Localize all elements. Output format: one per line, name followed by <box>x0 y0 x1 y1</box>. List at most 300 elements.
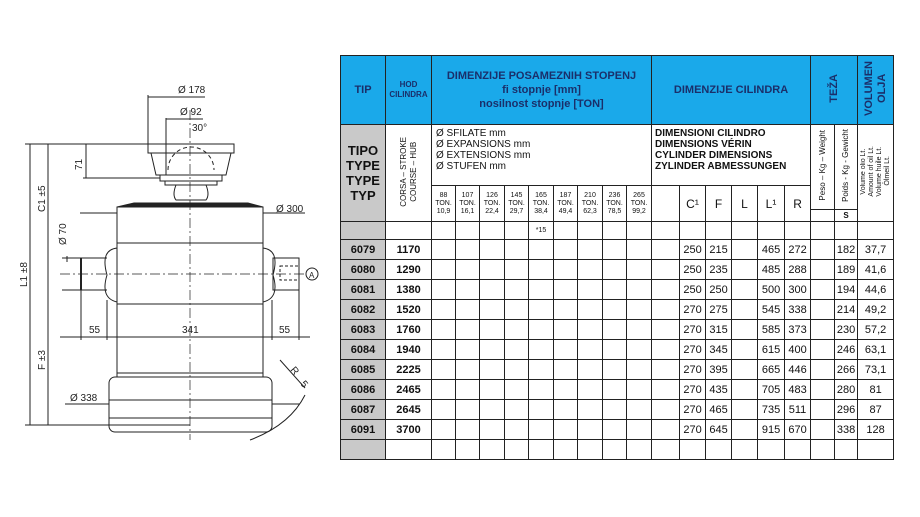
cell-l1: 465 <box>758 240 785 260</box>
blank-cell <box>652 280 680 300</box>
stage-dot <box>529 380 554 400</box>
cell-volume: 49,2 <box>858 300 894 320</box>
cell-stroke: 1940 <box>386 340 432 360</box>
label-71: 71 <box>74 158 85 170</box>
stage-ton: 78,5 <box>607 207 622 215</box>
cell-r: 373 <box>785 320 811 340</box>
cell-r: 338 <box>785 300 811 320</box>
stage-ton: 16,1 <box>460 207 475 215</box>
blank-cell <box>811 380 835 400</box>
stroke-blank <box>386 222 432 240</box>
cell-l1: 665 <box>758 360 785 380</box>
label-341: 341 <box>182 325 199 336</box>
stage-d: 107 <box>461 191 474 199</box>
label-right-55: 55 <box>279 325 291 336</box>
stage-dot <box>578 300 603 320</box>
cell-l1: 585 <box>758 320 785 340</box>
stage-dot <box>505 320 529 340</box>
stage-ton: 99,2 <box>632 207 646 215</box>
stage-dot <box>578 420 603 440</box>
cell-volume: 57,2 <box>858 320 894 340</box>
blank-cell <box>785 440 811 460</box>
cell-volume: 41,6 <box>858 260 894 280</box>
blank-cell <box>505 440 529 460</box>
cell-tip: 6083 <box>341 320 386 340</box>
stage-dot <box>529 280 554 300</box>
stage-dot <box>529 400 554 420</box>
stage-dot <box>505 380 529 400</box>
stage-dot <box>627 380 652 400</box>
header-stroke: CORSA – STROKE COURSE – HUB <box>398 136 418 207</box>
cell-r: 272 <box>785 240 811 260</box>
cell-stroke: 1760 <box>386 320 432 340</box>
stage-dot <box>627 360 652 380</box>
stage-empty <box>456 320 480 340</box>
cell-f: 215 <box>706 240 732 260</box>
cell-l <box>732 300 758 320</box>
stage-unit: TON. <box>630 199 648 207</box>
blank-cell <box>680 222 706 240</box>
cell-l1: 735 <box>758 400 785 420</box>
cell-stroke: 2465 <box>386 380 432 400</box>
blank-cell <box>386 440 432 460</box>
stage-dot <box>554 420 578 440</box>
blank-cell <box>758 222 785 240</box>
blank-cell <box>456 440 480 460</box>
cell-l1: 545 <box>758 300 785 320</box>
stage-dot <box>578 240 603 260</box>
cell-stroke: 1170 <box>386 240 432 260</box>
stage-unit: TON. <box>532 199 550 207</box>
cell-volume: 81 <box>858 380 894 400</box>
label-r: R <box>287 364 301 378</box>
stage-d: 236 <box>608 191 621 199</box>
cell-tip: 6084 <box>341 340 386 360</box>
stage-empty <box>456 340 480 360</box>
stage-dot <box>505 240 529 260</box>
stage-dot <box>627 280 652 300</box>
stage-header <box>627 186 652 222</box>
blank-cell <box>652 360 680 380</box>
table-row <box>341 420 894 440</box>
blank-cell <box>858 222 894 240</box>
cell-f: 465 <box>706 400 732 420</box>
label-d70: Ø 70 <box>58 223 69 245</box>
cell-c1: 270 <box>680 380 706 400</box>
stage-dot <box>627 320 652 340</box>
stage-dot <box>603 320 627 340</box>
stage-dot <box>603 340 627 360</box>
stage-dot <box>578 320 603 340</box>
cell-c1: 270 <box>680 420 706 440</box>
blank-cell <box>732 222 758 240</box>
cell-f: 395 <box>706 360 732 380</box>
blank-cell <box>785 222 811 240</box>
blank-cell <box>432 440 456 460</box>
cell-tip: 6079 <box>341 240 386 260</box>
table-row <box>341 400 894 420</box>
table-row <box>341 340 894 360</box>
stage-unit: TON. <box>508 199 525 207</box>
header-hod: HOD CILINDRA <box>386 56 432 125</box>
blank-cell <box>554 440 578 460</box>
stage-dot <box>554 320 578 340</box>
stage-d: 265 <box>633 191 645 199</box>
cell-l <box>732 260 758 280</box>
cell-r: 288 <box>785 260 811 280</box>
cell-l <box>732 240 758 260</box>
cell-f: 235 <box>706 260 732 280</box>
stage-dot <box>529 260 554 280</box>
stage-ton: 62,3 <box>583 207 597 215</box>
label-left-55: 55 <box>89 325 101 336</box>
blank-cell <box>811 240 835 260</box>
label-port-a: A <box>309 271 315 280</box>
header-volume: VOLUMEN OLJA <box>862 61 888 116</box>
cell-l <box>732 360 758 380</box>
blank-cell <box>732 440 758 460</box>
stage-empty <box>480 360 505 380</box>
stage-unit: TON. <box>435 199 452 207</box>
blank-cell <box>652 222 680 240</box>
cell-l <box>732 320 758 340</box>
table-row <box>341 280 894 300</box>
stage-header <box>456 186 480 222</box>
header-cylinder-sub: DIMENSIONI CILINDRO DIMENSIONS VÉRIN CYLINDER DIMENSIONS ZYLINDER ABMESSUNGEN <box>652 125 811 186</box>
stage-dot <box>603 300 627 320</box>
stage-dot <box>578 360 603 380</box>
header-stages: DIMENZIJE POSAMEZNIH STOPENJ fi stopnje [mm] nosilnost stopnje [TON] <box>432 56 652 125</box>
stage-dot <box>627 420 652 440</box>
blank-cell <box>627 222 652 240</box>
head-plate <box>148 144 234 153</box>
blank-cell <box>480 440 505 460</box>
stage-header <box>505 186 529 222</box>
blank-cell <box>578 440 603 460</box>
stage-d: 145 <box>510 191 523 199</box>
label-l1: L1 ±8 <box>19 262 30 287</box>
cell-weight: 338 <box>835 420 858 440</box>
cell-r: 446 <box>785 360 811 380</box>
stage-ton: 49,4 <box>558 207 573 215</box>
cell-l1: 615 <box>758 340 785 360</box>
cell-l1: 485 <box>758 260 785 280</box>
label-d338: Ø 338 <box>70 393 98 404</box>
stage-dot <box>578 340 603 360</box>
cell-c1: 270 <box>680 360 706 380</box>
stage-empty <box>456 300 480 320</box>
stage-empty <box>432 340 456 360</box>
blank-cell <box>505 222 529 240</box>
table-row-empty <box>341 440 894 460</box>
stage-empty <box>456 420 480 440</box>
cylinder-spec-table <box>340 55 894 460</box>
stage-empty <box>480 420 505 440</box>
cell-weight: 280 <box>835 380 858 400</box>
blank-cell <box>811 300 835 320</box>
cell-stroke: 2645 <box>386 400 432 420</box>
stage-dot <box>627 400 652 420</box>
blank-cell <box>480 222 505 240</box>
stage-empty <box>456 360 480 380</box>
blank-cell <box>652 340 680 360</box>
col-header: F <box>706 186 732 222</box>
stage-dot <box>505 360 529 380</box>
blank-cell <box>811 222 835 240</box>
stage-unit: TON. <box>581 199 599 207</box>
label-d92: Ø 92 <box>180 107 202 118</box>
blank-cell <box>652 260 680 280</box>
stage-dot <box>603 360 627 380</box>
cell-weight: 189 <box>835 260 858 280</box>
cell-volume: 63,1 <box>858 340 894 360</box>
stage-dot <box>627 340 652 360</box>
blank-cell <box>858 440 894 460</box>
stage-ton: 10,9 <box>436 207 451 215</box>
blank-cell <box>835 440 858 460</box>
stage-dot <box>505 280 529 300</box>
stage-empty <box>456 400 480 420</box>
col-header: C¹ <box>680 186 706 222</box>
stage-empty <box>480 320 505 340</box>
stage-dot <box>554 260 578 280</box>
blank-cell <box>835 222 858 240</box>
blank-cell <box>811 280 835 300</box>
cell-f: 275 <box>706 300 732 320</box>
blank-cell <box>652 300 680 320</box>
cell-volume: 128 <box>858 420 894 440</box>
cell-f: 250 <box>706 280 732 300</box>
cell-c1: 250 <box>680 260 706 280</box>
stage-dot <box>627 300 652 320</box>
stage-dot <box>529 300 554 320</box>
blank-cell <box>529 440 554 460</box>
header-weight-s: S <box>835 210 858 222</box>
cylinder-drawing <box>0 0 340 517</box>
label-d300: Ø 300 <box>276 204 304 215</box>
blank-cell <box>811 400 835 420</box>
blank-cell <box>578 222 603 240</box>
blank-cell <box>627 440 652 460</box>
blank-cell <box>603 440 627 460</box>
header-weight-it: Peso – Kg – Weight <box>817 130 827 201</box>
stage-dot <box>529 340 554 360</box>
tip-blank <box>341 440 386 460</box>
blank-cell <box>603 222 627 240</box>
stage-dot <box>529 320 554 340</box>
cell-c1: 270 <box>680 400 706 420</box>
stage-header <box>480 186 505 222</box>
blank-cell <box>706 440 732 460</box>
stage-empty <box>432 380 456 400</box>
cell-weight: 246 <box>835 340 858 360</box>
table-row <box>341 260 894 280</box>
stage-dot <box>554 400 578 420</box>
stage-dot <box>554 360 578 380</box>
cell-stroke: 3700 <box>386 420 432 440</box>
stage-dot <box>603 400 627 420</box>
header-cylinder: DIMENZIJE CILINDRA <box>652 56 811 125</box>
stage-empty <box>432 360 456 380</box>
table-row <box>341 360 894 380</box>
stage-dot <box>627 260 652 280</box>
stage-d: 187 <box>559 191 572 199</box>
stage-dot <box>505 300 529 320</box>
label-d178: Ø 178 <box>178 85 206 96</box>
cell-c1: 270 <box>680 340 706 360</box>
cell-volume: 87 <box>858 400 894 420</box>
stage-ton: 22,4 <box>485 207 499 215</box>
stage-unit: TON. <box>557 199 574 207</box>
blank-cell <box>652 320 680 340</box>
stage-empty <box>456 380 480 400</box>
stage-dot <box>554 340 578 360</box>
blank-cell <box>811 440 835 460</box>
blank-cell <box>652 400 680 420</box>
table-row <box>341 240 894 260</box>
stage-dot <box>603 260 627 280</box>
table-row <box>341 380 894 400</box>
blank-cell <box>811 260 835 280</box>
blank-cell <box>811 340 835 360</box>
cell-volume: 37,7 <box>858 240 894 260</box>
cell-tip: 6087 <box>341 400 386 420</box>
cylinder-base <box>109 377 272 432</box>
blank-cell <box>811 320 835 340</box>
label-c1: C1 ±5 <box>37 185 48 212</box>
stage-d: 165 <box>535 191 547 199</box>
table-row <box>341 300 894 320</box>
stage-dot <box>603 280 627 300</box>
stage-dot <box>578 280 603 300</box>
stage-empty <box>480 260 505 280</box>
col-header: L¹ <box>758 186 785 222</box>
stage-ton: 38,4 <box>534 207 548 215</box>
cell-tip: 6082 <box>341 300 386 320</box>
cell-r: 670 <box>785 420 811 440</box>
cell-volume: 44,6 <box>858 280 894 300</box>
tip-blank <box>341 222 386 240</box>
stage-header <box>578 186 603 222</box>
cell-f: 645 <box>706 420 732 440</box>
cell-l <box>732 400 758 420</box>
cell-volume: 73,1 <box>858 360 894 380</box>
blank-cell <box>706 222 732 240</box>
stage-dot <box>505 420 529 440</box>
stage-dot <box>603 380 627 400</box>
stage-dot <box>603 240 627 260</box>
cell-f: 435 <box>706 380 732 400</box>
cell-r: 511 <box>785 400 811 420</box>
cell-l <box>732 340 758 360</box>
stage-dot <box>603 420 627 440</box>
col-header: R <box>785 186 811 222</box>
stage-d: 210 <box>584 191 596 199</box>
header-weight-fr: Poids - Kg - Gewicht <box>841 129 851 202</box>
stage-empty <box>480 280 505 300</box>
stage-empty <box>480 380 505 400</box>
stage-dot <box>529 360 554 380</box>
cell-tip: 6085 <box>341 360 386 380</box>
blank-cell <box>811 360 835 380</box>
stage-ton: 29,7 <box>509 207 524 215</box>
blank-cell <box>758 440 785 460</box>
cell-c1: 270 <box>680 300 706 320</box>
stage-d: 126 <box>486 191 498 199</box>
cell-weight: 194 <box>835 280 858 300</box>
stage-dot <box>554 280 578 300</box>
cell-f: 315 <box>706 320 732 340</box>
cell-weight: 296 <box>835 400 858 420</box>
stage-empty <box>432 280 456 300</box>
cell-f: 345 <box>706 340 732 360</box>
stage-empty <box>480 240 505 260</box>
cell-weight: 214 <box>835 300 858 320</box>
blank-cell <box>554 222 578 240</box>
cell-l1: 500 <box>758 280 785 300</box>
stage-d: 88 <box>439 191 448 199</box>
stage-unit: TON. <box>459 199 476 207</box>
cell-r: 300 <box>785 280 811 300</box>
cell-c1: 250 <box>680 240 706 260</box>
stage-dot <box>554 380 578 400</box>
stage-dot <box>505 260 529 280</box>
cell-tip: 6091 <box>341 420 386 440</box>
stage-empty <box>432 300 456 320</box>
header-volume-sub: Volume olio Lt. Amount of oil Lt. Volume huile Lt. Ölmeil Lt. <box>859 146 891 197</box>
cell-c1: 250 <box>680 280 706 300</box>
stage-empty <box>432 420 456 440</box>
blank-cell <box>652 240 680 260</box>
cell-c1: 270 <box>680 320 706 340</box>
label-angle: 30° <box>192 123 208 134</box>
cell-tip: 6080 <box>341 260 386 280</box>
stage-dot <box>529 240 554 260</box>
header-stages-sub: Ø SFILATE mm Ø EXPANSIONS mm Ø EXTENSIONS mm Ø STUFEN mm <box>432 125 652 186</box>
stage-dot <box>505 400 529 420</box>
stage-header <box>529 186 554 222</box>
label-f: F ±3 <box>37 350 48 370</box>
note-15: *15 <box>529 222 554 240</box>
cell-l <box>732 420 758 440</box>
blank-col-header <box>652 186 680 222</box>
cell-r: 483 <box>785 380 811 400</box>
stage-unit: TON. <box>483 199 501 207</box>
stage-empty <box>456 260 480 280</box>
stage-empty <box>432 240 456 260</box>
cell-stroke: 1380 <box>386 280 432 300</box>
stage-empty <box>456 240 480 260</box>
blank-cell <box>652 420 680 440</box>
cell-weight: 182 <box>835 240 858 260</box>
blank-cell <box>811 420 835 440</box>
blank-cell <box>456 222 480 240</box>
cell-weight: 230 <box>835 320 858 340</box>
stage-dot <box>578 400 603 420</box>
stage-dot <box>554 300 578 320</box>
stage-empty <box>456 280 480 300</box>
stage-header <box>432 186 456 222</box>
label-r5: 5 <box>297 378 310 391</box>
header-weight: TEŽA <box>827 74 840 103</box>
stage-dot <box>578 260 603 280</box>
stage-empty <box>432 400 456 420</box>
blank-cell <box>652 380 680 400</box>
cell-tip: 6086 <box>341 380 386 400</box>
stage-empty <box>480 400 505 420</box>
blank-cell <box>432 222 456 240</box>
table-row <box>341 320 894 340</box>
